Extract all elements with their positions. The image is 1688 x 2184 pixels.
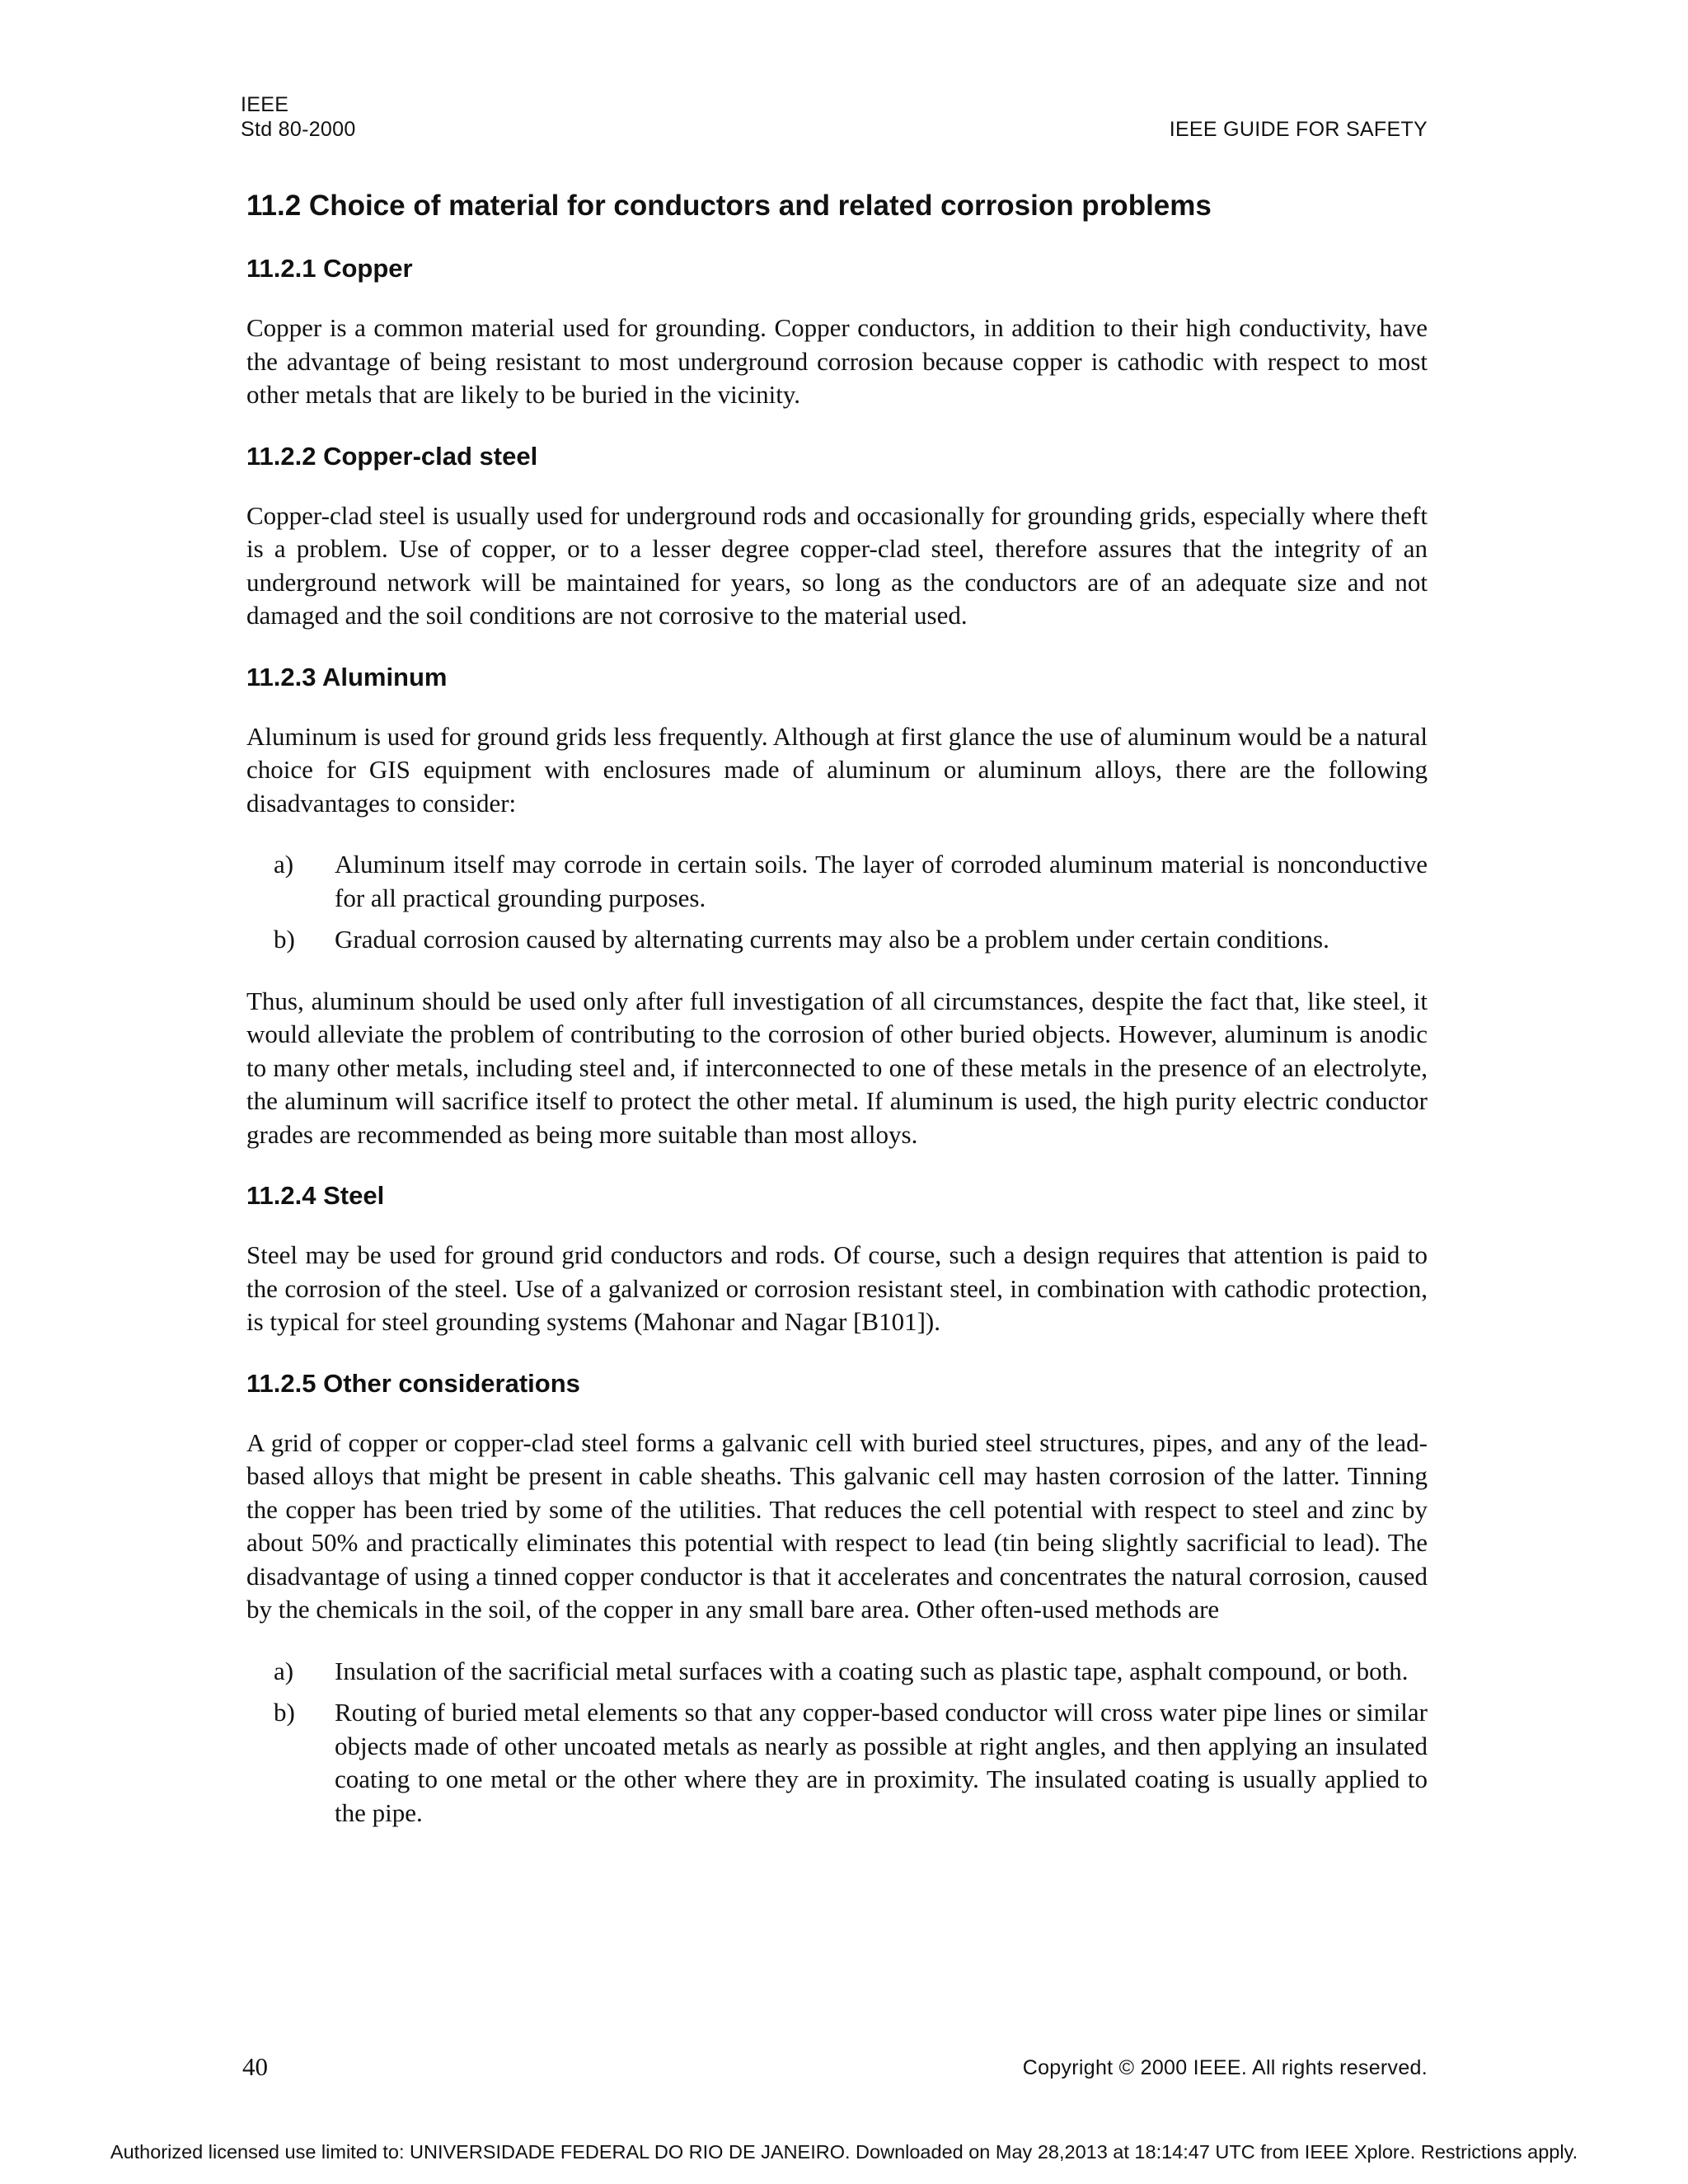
page-number: 40	[242, 2052, 268, 2081]
list-item	[246, 923, 1428, 957]
steel-heading: 11.2.4 Steel	[246, 1181, 385, 1210]
aluminum-heading: 11.2.3 Aluminum	[246, 662, 448, 691]
copyright-notice: Copyright © 2000 IEEE. All rights reserved.	[1022, 2056, 1428, 2079]
list-item	[246, 1696, 1428, 1830]
running-header-title: IEEE GUIDE FOR SAFETY	[1169, 118, 1428, 141]
license-notice: Authorized licensed use limited to: UNIVERSIDADE FEDERAL DO RIO DE JANEIRO. Downloaded on May 28,2013 at 18:14:47 UTC from IEEE Xplore. Restrictions apply.	[110, 2141, 1578, 2163]
section-title: 11.2 Choice of material for conductors and related corrosion problems	[246, 190, 1212, 222]
page-body	[246, 188, 1428, 1858]
list-text: Insulation of the sacrificial metal surfaces with a coating such as plastic tape, asphalt compound, or both.	[335, 1656, 1409, 1685]
list-text: Gradual corrosion caused by alternating currents may also be a problem under certain conditions.	[335, 925, 1329, 954]
header-std: Std 80-2000	[241, 118, 356, 141]
header-org: IEEE	[241, 93, 289, 116]
list-item	[246, 848, 1428, 915]
list-marker: b)	[274, 925, 295, 954]
aluminum-paragraph-1: Aluminum is used for ground grids less frequently. Although at first glance the use of aluminum would be a natural choice for GIS equipment with enclosures made of aluminum or aluminum alloys, there are the following disadvantages to consider:	[246, 721, 1428, 818]
steel-paragraph: Steel may be used for ground grid conductors and rods. Of course, such a design requires that attention is paid to the corrosion of the steel. Use of a galvanized or corrosion resistant steel, in combination with cathodic protection, is typical for steel grounding systems (Mahonar and Nagar [B101]).	[246, 1240, 1428, 1336]
copper-clad-heading: 11.2.2 Copper-clad steel	[246, 441, 538, 471]
other-methods-list	[246, 1655, 1428, 1830]
copper-clad-paragraph: Copper-clad steel is usually used for underground rods and occasionally for grounding grids, especially where theft is a problem. Use of copper, or to a lesser degree copper-clad steel, therefore assures that the integrity of an underground network will be maintained for years, so long as the conductors are of an adequate size and not damaged and the soil conditions are not corrosive to the material used.	[246, 500, 1428, 630]
other-considerations-heading: 11.2.5 Other considerations	[246, 1368, 580, 1398]
copper-paragraph: Copper is a common material used for grounding. Copper conductors, in addition to their high conductivity, have the advantage of being resistant to most underground corrosion because copper is cathodic with respect to most other metals that are likely to be buried in the vicinity.	[246, 313, 1428, 409]
list-marker: b)	[274, 1698, 295, 1727]
list-item	[246, 1655, 1428, 1689]
list-marker: a)	[274, 1656, 294, 1685]
list-marker: a)	[274, 850, 294, 879]
list-text: Aluminum itself may corrode in certain soils. The layer of corroded aluminum material is nonconductive for all practical grounding purposes.	[335, 850, 1428, 912]
other-considerations-paragraph: A grid of copper or copper-clad steel forms a galvanic cell with buried steel structures, pipes, and any of the lead-based alloys that might be present in cable sheaths. This galvanic cell may hasten corrosion of the latter. Tinning the copper has been tried by some of the utilities. That reduces the cell potential with respect to steel and zinc by about 50% and practically eliminates this potential with respect to lead (tin being slightly sacrificial to lead). The disadvantage of using a tinned copper conductor is that it accelerates and concentrates the natural corrosion, caused by the chemicals in the soil, of the copper in any small bare area. Other often-used methods are	[246, 1427, 1428, 1624]
running-header-left	[241, 92, 356, 142]
aluminum-paragraph-2: Thus, aluminum should be used only after full investigation of all circumstances, despite the fact that, like steel, it would alleviate the problem of contributing to the corrosion of other buried objects. However, aluminum is anodic to many other metals, including steel and, if interconnected to one of these metals in the presence of an electrolyte, the aluminum will sacrifice itself to protect the other metal. If aluminum is used, the high purity electric conductor grades are recommended as being more suitable than most alloys.	[246, 986, 1428, 1149]
copper-heading: 11.2.1 Copper	[246, 254, 413, 283]
aluminum-disadvantages-list	[246, 848, 1428, 957]
list-text: Routing of buried metal elements so that any copper-based conductor will cross water pipe lines or similar objects made of other uncoated metals as nearly as possible at right angles, and then applying an insulated coating to one metal or the other where they are in proximity. The insulated coating is usually applied to the pipe.	[335, 1698, 1428, 1827]
